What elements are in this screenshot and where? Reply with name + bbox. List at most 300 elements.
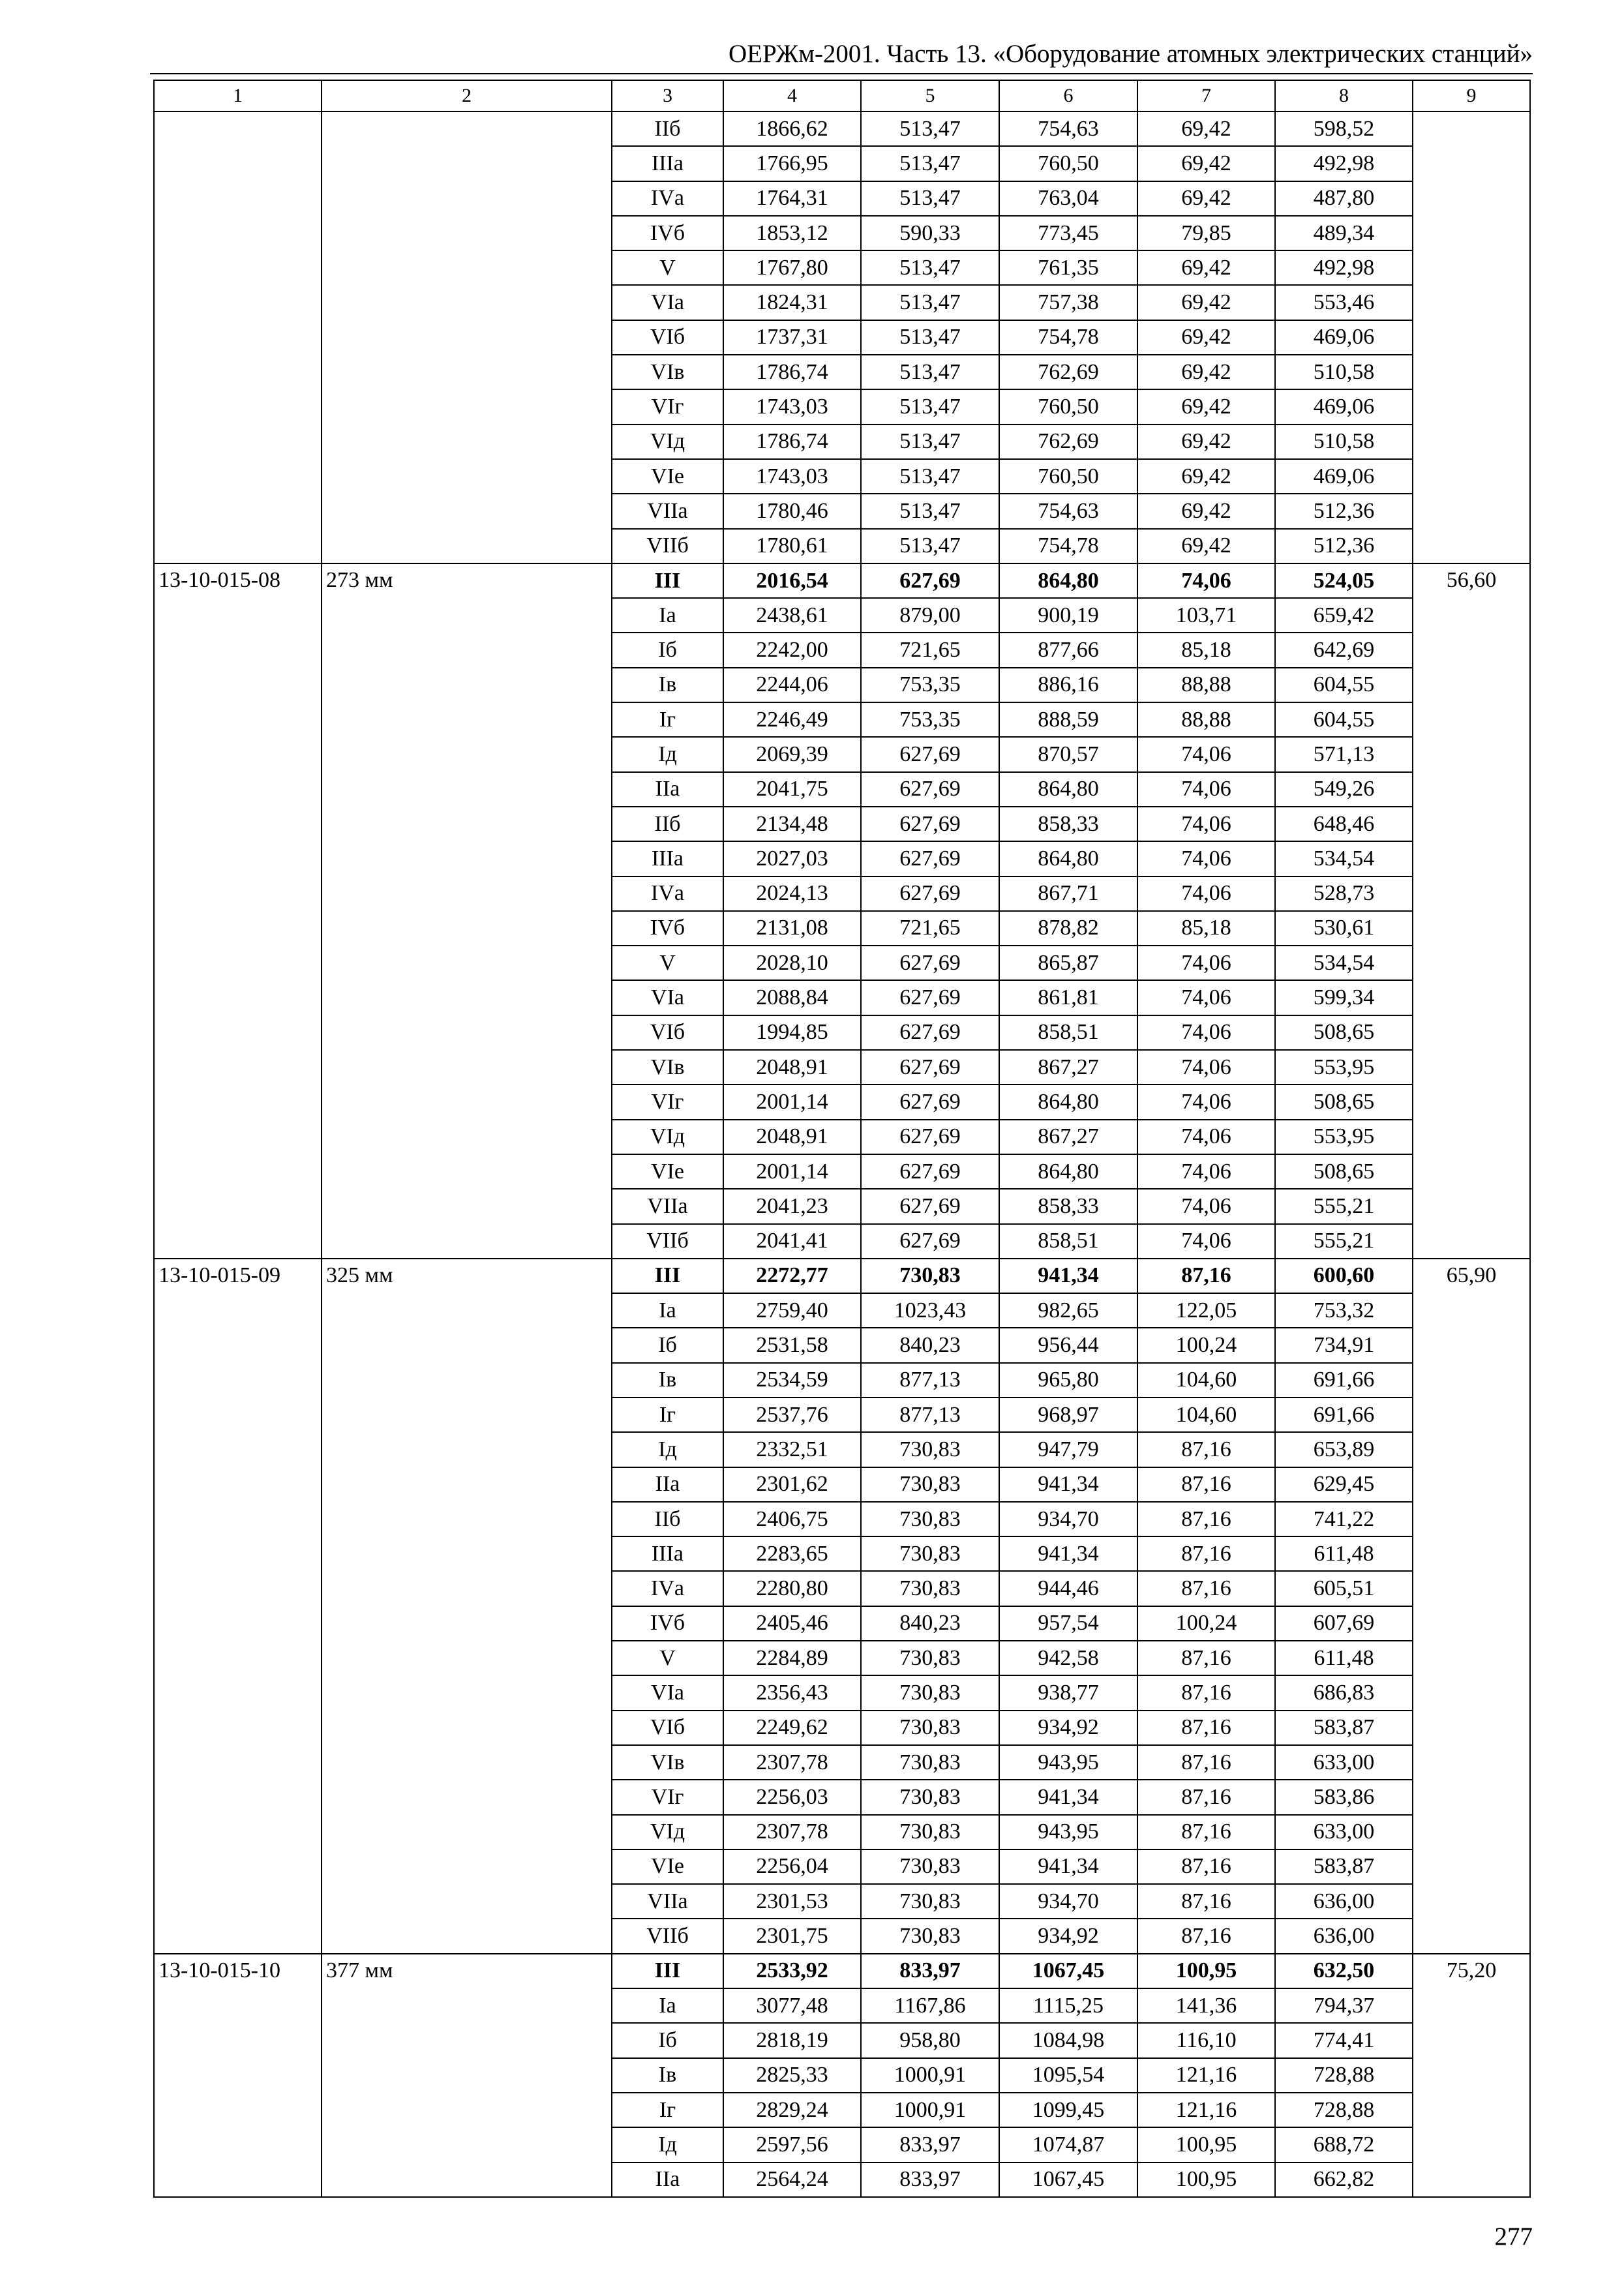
value-cell: 833,97 (861, 2162, 999, 2197)
table-row (154, 1954, 1530, 1988)
value-cell: 2307,78 (723, 1815, 861, 1849)
value-cell: 103,71 (1137, 598, 1275, 633)
value-cell: 74,06 (1137, 1050, 1275, 1085)
value-cell: 122,05 (1137, 1293, 1275, 1328)
value-cell: 104,60 (1137, 1363, 1275, 1398)
variant-cell: VIд (612, 425, 723, 459)
value-cell: 469,06 (1275, 389, 1413, 424)
variant-cell: VIг (612, 1780, 723, 1814)
value-cell: 627,69 (861, 980, 999, 1015)
rate-name-cell: 377 мм (322, 1954, 612, 2197)
value-cell: 100,95 (1137, 1954, 1275, 1988)
value-cell: 513,47 (861, 389, 999, 424)
variant-cell: IVа (612, 181, 723, 216)
variant-cell: Iд (612, 737, 723, 771)
value-cell: 934,92 (999, 1919, 1137, 1953)
value-cell: 74,06 (1137, 807, 1275, 841)
value-cell: 877,66 (999, 633, 1137, 667)
variant-cell: VIв (612, 355, 723, 389)
variant-cell: Iа (612, 1988, 723, 2023)
value-cell: 69,42 (1137, 459, 1275, 494)
value-cell: 2016,54 (723, 563, 861, 598)
value-cell: 968,97 (999, 1398, 1137, 1432)
value-cell: 85,18 (1137, 633, 1275, 667)
rate-code-cell: 13-10-015-10 (154, 1954, 322, 2197)
variant-cell: Iд (612, 2127, 723, 2162)
value-cell: 2001,14 (723, 1085, 861, 1119)
variant-cell: Iб (612, 2023, 723, 2057)
value-cell: 489,34 (1275, 216, 1413, 250)
value-cell: 938,77 (999, 1675, 1137, 1710)
variant-cell: IVб (612, 216, 723, 250)
value-cell: 858,33 (999, 1189, 1137, 1223)
value-cell: 2597,56 (723, 2127, 861, 2162)
page-header: ОЕРЖм-2001. Часть 13. «Оборудование атомных электрических станций» (729, 40, 1533, 68)
variant-cell: IIб (612, 1502, 723, 1536)
variant-cell: IIа (612, 1467, 723, 1502)
value-cell: 2531,58 (723, 1328, 861, 1362)
value-cell: 69,42 (1137, 250, 1275, 285)
value-cell: 74,06 (1137, 1224, 1275, 1259)
value-cell: 944,46 (999, 1571, 1137, 1606)
value-cell: 627,69 (861, 841, 999, 876)
value-cell: 1000,91 (861, 2093, 999, 2127)
value-cell: 87,16 (1137, 1467, 1275, 1502)
value-cell: 87,16 (1137, 1815, 1275, 1849)
value-cell: 627,69 (861, 946, 999, 980)
value-cell: 947,79 (999, 1432, 1137, 1467)
value-cell: 1866,62 (723, 112, 861, 146)
value-cell: 2307,78 (723, 1745, 861, 1780)
variant-cell: IIа (612, 2162, 723, 2197)
value-cell: 1780,46 (723, 494, 861, 528)
variant-cell: III (612, 563, 723, 598)
value-cell: 858,33 (999, 807, 1137, 841)
column-header: 7 (1137, 80, 1275, 112)
variant-cell: VIIб (612, 529, 723, 563)
value-cell: 840,23 (861, 1328, 999, 1362)
page-number: 277 (1494, 2222, 1533, 2251)
value-cell: 633,00 (1275, 1745, 1413, 1780)
value-cell: 555,21 (1275, 1224, 1413, 1259)
value-cell: 2301,62 (723, 1467, 861, 1502)
value-cell: 627,69 (861, 737, 999, 771)
value-cell: 688,72 (1275, 2127, 1413, 2162)
variant-cell: Iд (612, 1432, 723, 1467)
value-cell: 69,42 (1137, 389, 1275, 424)
value-cell: 141,36 (1137, 1988, 1275, 2023)
column-header: 6 (999, 80, 1137, 112)
value-cell: 513,47 (861, 320, 999, 355)
mass-cell: 65,90 (1413, 1259, 1530, 1954)
variant-cell: Iг (612, 1398, 723, 1432)
rate-name-cell (322, 112, 612, 563)
value-cell: 513,47 (861, 459, 999, 494)
value-cell: 627,69 (861, 1224, 999, 1259)
value-cell: 74,06 (1137, 1189, 1275, 1223)
variant-cell: IIIа (612, 841, 723, 876)
variant-cell: VIб (612, 1711, 723, 1745)
value-cell: 2537,76 (723, 1398, 861, 1432)
value-cell: 2131,08 (723, 911, 861, 946)
value-cell: 534,54 (1275, 841, 1413, 876)
value-cell: 2283,65 (723, 1536, 861, 1571)
variant-cell: VIе (612, 1154, 723, 1189)
value-cell: 87,16 (1137, 1432, 1275, 1467)
value-cell: 69,42 (1137, 494, 1275, 528)
value-cell: 87,16 (1137, 1571, 1275, 1606)
value-cell: 104,60 (1137, 1398, 1275, 1432)
value-cell: 1786,74 (723, 425, 861, 459)
value-cell: 754,78 (999, 320, 1137, 355)
value-cell: 864,80 (999, 1154, 1137, 1189)
variant-cell: VIIа (612, 1884, 723, 1919)
value-cell: 512,36 (1275, 494, 1413, 528)
variant-cell: Iб (612, 1328, 723, 1362)
value-cell: 2301,75 (723, 1919, 861, 1953)
value-cell: 508,65 (1275, 1085, 1413, 1119)
value-cell: 2534,59 (723, 1363, 861, 1398)
value-cell: 87,16 (1137, 1849, 1275, 1884)
value-cell: 88,88 (1137, 702, 1275, 737)
value-cell: 730,83 (861, 1641, 999, 1675)
value-cell: 659,42 (1275, 598, 1413, 633)
variant-cell: V (612, 946, 723, 980)
value-cell: 1067,45 (999, 1954, 1137, 1988)
value-cell: 721,65 (861, 633, 999, 667)
value-cell: 69,42 (1137, 285, 1275, 320)
value-cell: 934,92 (999, 1711, 1137, 1745)
mass-cell: 75,20 (1413, 1954, 1530, 2197)
value-cell: 513,47 (861, 425, 999, 459)
value-cell: 1095,54 (999, 2058, 1137, 2093)
variant-cell: III (612, 1954, 723, 1988)
value-cell: 85,18 (1137, 911, 1275, 946)
value-cell: 900,19 (999, 598, 1137, 633)
value-cell: 730,83 (861, 1815, 999, 1849)
value-cell: 530,61 (1275, 911, 1413, 946)
value-cell: 636,00 (1275, 1884, 1413, 1919)
value-cell: 583,87 (1275, 1711, 1413, 1745)
column-header: 9 (1413, 80, 1530, 112)
value-cell: 74,06 (1137, 772, 1275, 807)
value-cell: 691,66 (1275, 1398, 1413, 1432)
value-cell: 2249,62 (723, 1711, 861, 1745)
rate-code-cell (154, 112, 322, 563)
value-cell: 730,83 (861, 1571, 999, 1606)
variant-cell: VIIа (612, 1189, 723, 1223)
variant-cell: VIв (612, 1050, 723, 1085)
variant-cell: III (612, 1259, 723, 1293)
value-cell: 74,06 (1137, 841, 1275, 876)
value-cell: 965,80 (999, 1363, 1137, 1398)
variant-cell: VIд (612, 1120, 723, 1154)
value-cell: 730,83 (861, 1432, 999, 1467)
value-cell: 2818,19 (723, 2023, 861, 2057)
value-cell: 2041,23 (723, 1189, 861, 1223)
value-cell: 528,73 (1275, 876, 1413, 911)
value-cell: 513,47 (861, 494, 999, 528)
variant-cell: IIа (612, 772, 723, 807)
value-cell: 957,54 (999, 1606, 1137, 1641)
value-cell: 754,63 (999, 112, 1137, 146)
value-cell: 2533,92 (723, 1954, 861, 1988)
value-cell: 121,16 (1137, 2093, 1275, 2127)
value-cell: 760,50 (999, 146, 1137, 181)
variant-cell: VIа (612, 1675, 723, 1710)
value-cell: 627,69 (861, 1050, 999, 1085)
table-row (154, 563, 1530, 598)
value-cell: 757,38 (999, 285, 1137, 320)
value-cell: 74,06 (1137, 563, 1275, 598)
value-cell: 549,26 (1275, 772, 1413, 807)
value-cell: 1743,03 (723, 459, 861, 494)
value-cell: 2256,04 (723, 1849, 861, 1884)
value-cell: 513,47 (861, 529, 999, 563)
value-cell: 469,06 (1275, 320, 1413, 355)
value-cell: 1000,91 (861, 2058, 999, 2093)
value-cell: 753,32 (1275, 1293, 1413, 1328)
value-cell: 1737,31 (723, 320, 861, 355)
table-body (154, 112, 1530, 2197)
value-cell: 627,69 (861, 772, 999, 807)
value-cell: 469,06 (1275, 459, 1413, 494)
table-row (154, 112, 1530, 146)
value-cell: 2041,75 (723, 772, 861, 807)
value-cell: 74,06 (1137, 1015, 1275, 1050)
variant-cell: Iа (612, 1293, 723, 1328)
value-cell: 553,95 (1275, 1050, 1413, 1085)
value-cell: 943,95 (999, 1745, 1137, 1780)
value-cell: 74,06 (1137, 980, 1275, 1015)
value-cell: 730,83 (861, 1675, 999, 1710)
value-cell: 74,06 (1137, 1154, 1275, 1189)
value-cell: 604,55 (1275, 668, 1413, 702)
value-cell: 632,50 (1275, 1954, 1413, 1988)
value-cell: 508,65 (1275, 1015, 1413, 1050)
value-cell: 627,69 (861, 876, 999, 911)
value-cell: 2438,61 (723, 598, 861, 633)
value-cell: 513,47 (861, 250, 999, 285)
value-cell: 69,42 (1137, 355, 1275, 389)
value-cell: 774,41 (1275, 2023, 1413, 2057)
column-header: 1 (154, 80, 322, 112)
variant-cell: V (612, 250, 723, 285)
column-number-row (154, 80, 1530, 112)
value-cell: 1853,12 (723, 216, 861, 250)
value-cell: 74,06 (1137, 946, 1275, 980)
variant-cell: VIIб (612, 1919, 723, 1953)
value-cell: 1824,31 (723, 285, 861, 320)
value-cell: 864,80 (999, 1085, 1137, 1119)
value-cell: 627,69 (861, 563, 999, 598)
value-cell: 2001,14 (723, 1154, 861, 1189)
value-cell: 760,50 (999, 389, 1137, 424)
value-cell: 730,83 (861, 1502, 999, 1536)
value-cell: 87,16 (1137, 1780, 1275, 1814)
column-header: 5 (861, 80, 999, 112)
value-cell: 69,42 (1137, 425, 1275, 459)
value-cell: 686,83 (1275, 1675, 1413, 1710)
value-cell: 2564,24 (723, 2162, 861, 2197)
value-cell: 730,83 (861, 1536, 999, 1571)
value-cell: 88,88 (1137, 668, 1275, 702)
value-cell: 100,95 (1137, 2162, 1275, 2197)
variant-cell: IVб (612, 1606, 723, 1641)
value-cell: 888,59 (999, 702, 1137, 737)
value-cell: 941,34 (999, 1467, 1137, 1502)
variant-cell: VIв (612, 1745, 723, 1780)
value-cell: 2406,75 (723, 1502, 861, 1536)
value-cell: 1743,03 (723, 389, 861, 424)
value-cell: 607,69 (1275, 1606, 1413, 1641)
variant-cell: VIа (612, 285, 723, 320)
value-cell: 2024,13 (723, 876, 861, 911)
value-cell: 864,80 (999, 841, 1137, 876)
value-cell: 982,65 (999, 1293, 1137, 1328)
value-cell: 753,35 (861, 702, 999, 737)
value-cell: 956,44 (999, 1328, 1137, 1362)
value-cell: 2134,48 (723, 807, 861, 841)
value-cell: 760,50 (999, 459, 1137, 494)
value-cell: 2272,77 (723, 1259, 861, 1293)
value-cell: 741,22 (1275, 1502, 1413, 1536)
variant-cell: Iг (612, 702, 723, 737)
value-cell: 600,60 (1275, 1259, 1413, 1293)
value-cell: 87,16 (1137, 1884, 1275, 1919)
value-cell: 867,27 (999, 1120, 1137, 1154)
value-cell: 754,78 (999, 529, 1137, 563)
value-cell: 870,57 (999, 737, 1137, 771)
mass-cell (1413, 112, 1530, 563)
value-cell: 69,42 (1137, 112, 1275, 146)
value-cell: 627,69 (861, 1015, 999, 1050)
value-cell: 524,05 (1275, 563, 1413, 598)
value-cell: 2356,43 (723, 1675, 861, 1710)
value-cell: 636,00 (1275, 1919, 1413, 1953)
column-header: 3 (612, 80, 723, 112)
value-cell: 100,95 (1137, 2127, 1275, 2162)
rate-code-cell: 13-10-015-08 (154, 563, 322, 1259)
value-cell: 3077,48 (723, 1988, 861, 2023)
value-cell: 867,71 (999, 876, 1137, 911)
value-cell: 877,13 (861, 1398, 999, 1432)
value-cell: 492,98 (1275, 146, 1413, 181)
variant-cell: Iв (612, 2058, 723, 2093)
table-row (154, 1259, 1530, 1293)
value-cell: 2405,46 (723, 1606, 861, 1641)
variant-cell: VIб (612, 320, 723, 355)
value-cell: 886,16 (999, 668, 1137, 702)
value-cell: 627,69 (861, 1154, 999, 1189)
value-cell: 74,06 (1137, 1120, 1275, 1154)
value-cell: 1766,95 (723, 146, 861, 181)
variant-cell: VIг (612, 1085, 723, 1119)
value-cell: 116,10 (1137, 2023, 1275, 2057)
value-cell: 513,47 (861, 181, 999, 216)
value-cell: 734,91 (1275, 1328, 1413, 1362)
value-cell: 691,66 (1275, 1363, 1413, 1398)
value-cell: 553,95 (1275, 1120, 1413, 1154)
value-cell: 69,42 (1137, 181, 1275, 216)
value-cell: 1786,74 (723, 355, 861, 389)
variant-cell: Iа (612, 598, 723, 633)
value-cell: 867,27 (999, 1050, 1137, 1085)
value-cell: 762,69 (999, 425, 1137, 459)
value-cell: 794,37 (1275, 1988, 1413, 2023)
value-cell: 74,06 (1137, 737, 1275, 771)
value-cell: 611,48 (1275, 1641, 1413, 1675)
value-cell: 598,52 (1275, 112, 1413, 146)
value-cell: 2048,91 (723, 1050, 861, 1085)
value-cell: 513,47 (861, 146, 999, 181)
value-cell: 1074,87 (999, 2127, 1137, 2162)
value-cell: 627,69 (861, 807, 999, 841)
value-cell: 642,69 (1275, 633, 1413, 667)
variant-cell: IIб (612, 807, 723, 841)
value-cell: 87,16 (1137, 1711, 1275, 1745)
value-cell: 648,46 (1275, 807, 1413, 841)
value-cell: 1084,98 (999, 2023, 1137, 2057)
variant-cell: Iв (612, 668, 723, 702)
value-cell: 1764,31 (723, 181, 861, 216)
value-cell: 87,16 (1137, 1641, 1275, 1675)
value-cell: 87,16 (1137, 1259, 1275, 1293)
value-cell: 1099,45 (999, 2093, 1137, 2127)
value-cell: 2759,40 (723, 1293, 861, 1328)
value-cell: 74,06 (1137, 1085, 1275, 1119)
value-cell: 653,89 (1275, 1432, 1413, 1467)
variant-cell: VIд (612, 1815, 723, 1849)
value-cell: 730,83 (861, 1259, 999, 1293)
variant-cell: V (612, 1641, 723, 1675)
value-cell: 864,80 (999, 772, 1137, 807)
value-cell: 605,51 (1275, 1571, 1413, 1606)
value-cell: 534,54 (1275, 946, 1413, 980)
value-cell: 2280,80 (723, 1571, 861, 1606)
price-table (153, 80, 1531, 2198)
value-cell: 2088,84 (723, 980, 861, 1015)
value-cell: 1767,80 (723, 250, 861, 285)
value-cell: 599,34 (1275, 980, 1413, 1015)
value-cell: 583,87 (1275, 1849, 1413, 1884)
value-cell: 865,87 (999, 946, 1137, 980)
value-cell: 2284,89 (723, 1641, 861, 1675)
variant-cell: VIг (612, 389, 723, 424)
value-cell: 2246,49 (723, 702, 861, 737)
variant-cell: IIб (612, 112, 723, 146)
value-cell: 833,97 (861, 2127, 999, 2162)
value-cell: 69,42 (1137, 146, 1275, 181)
value-cell: 513,47 (861, 112, 999, 146)
value-cell: 2048,91 (723, 1120, 861, 1154)
value-cell: 604,55 (1275, 702, 1413, 737)
header-rule (150, 73, 1533, 74)
value-cell: 87,16 (1137, 1745, 1275, 1780)
value-cell: 861,81 (999, 980, 1137, 1015)
variant-cell: IVа (612, 876, 723, 911)
value-cell: 958,80 (861, 2023, 999, 2057)
value-cell: 69,42 (1137, 529, 1275, 563)
value-cell: 730,83 (861, 1745, 999, 1780)
value-cell: 879,00 (861, 598, 999, 633)
value-cell: 590,33 (861, 216, 999, 250)
value-cell: 633,00 (1275, 1815, 1413, 1849)
value-cell: 555,21 (1275, 1189, 1413, 1223)
value-cell: 2829,24 (723, 2093, 861, 2127)
value-cell: 553,46 (1275, 285, 1413, 320)
value-cell: 1115,25 (999, 1988, 1137, 2023)
